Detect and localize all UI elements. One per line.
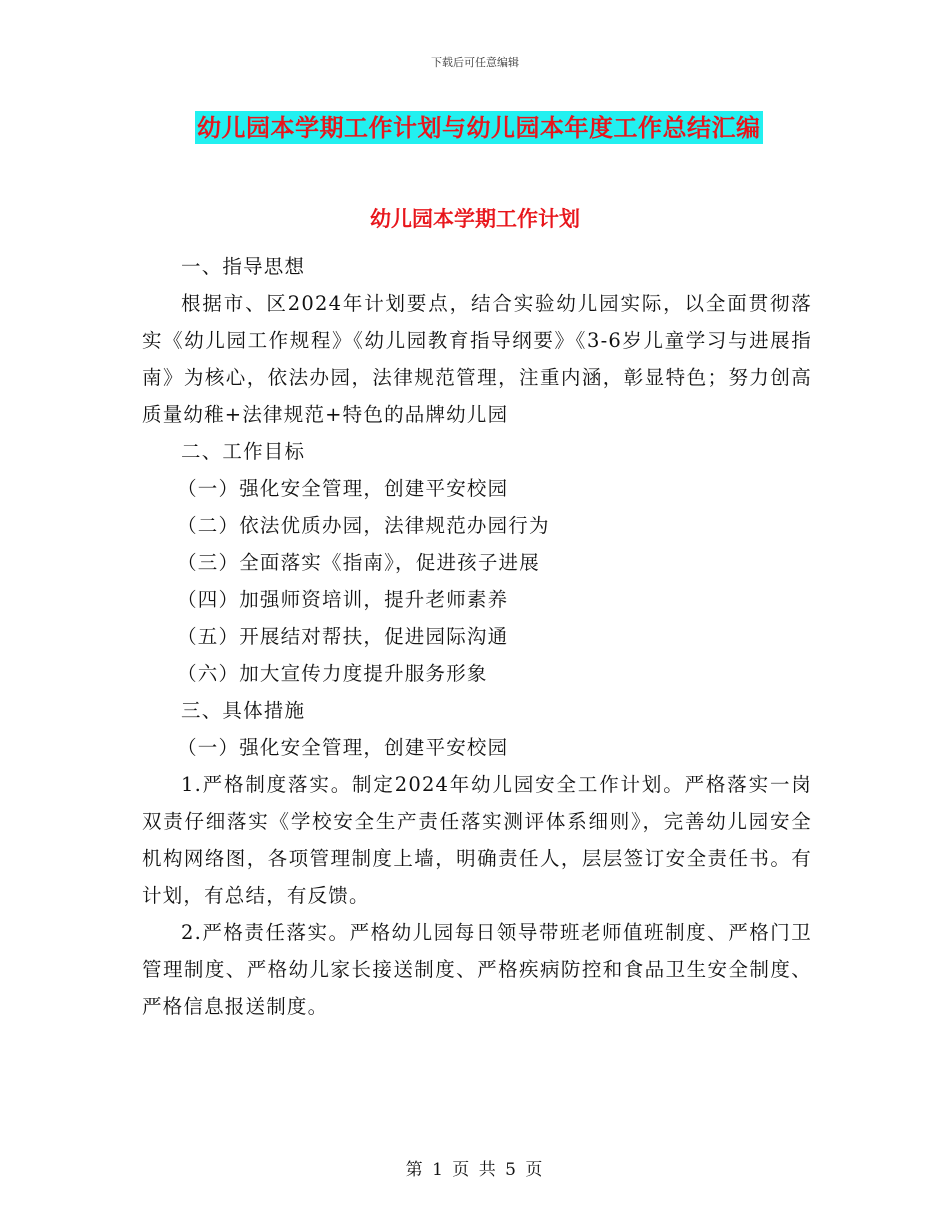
document-body — [142, 248, 812, 1025]
measure-subheading-1: （一）强化安全管理，创建平安校园 — [177, 736, 509, 759]
goal-item-2: （二）依法优质办园，法律规范办园行为 — [177, 514, 550, 537]
paragraph-measure-1: 1.严格制度落实。制定2024年幼儿园安全工作计划。严格落实一岗双责仔细落实《学校安全生产责任落实测评体系细则》，完善幼儿园安全机构网络图，各项管理制度上墙，明确责任人，层层签订安全责任书。有计划，有总结，有反馈。 — [142, 773, 812, 907]
heading-work-goals: 二、工作目标 — [181, 440, 306, 463]
goal-item-5: （五）开展结对帮扶，促进园际沟通 — [177, 625, 509, 648]
heading-specific-measures: 三、具体措施 — [181, 699, 306, 722]
goal-item-3: （三）全面落实《指南》，促进孩子进展 — [177, 551, 540, 574]
goal-item-4: （四）加强师资培训，提升老师素养 — [177, 588, 509, 611]
heading-guiding-thought: 一、指导思想 — [181, 255, 306, 278]
section-title: 幼儿园本学期工作计划 — [370, 206, 580, 231]
goal-item-6: （六）加大宣传力度提升服务形象 — [177, 662, 488, 685]
goal-item-1: （一）强化安全管理，创建平安校园 — [177, 477, 509, 500]
header-note: 下载后可任意编辑 — [431, 56, 519, 69]
document-title: 幼儿园本学期工作计划与幼儿园本年度工作总结汇编 — [197, 113, 761, 142]
paragraph-guiding-thought: 根据市、区2024年计划要点，结合实验幼儿园实际，以全面贯彻落实《幼儿园工作规程》《幼儿园教育指导纲要》《3-6岁儿童学习与进展指南》为核心，依法办园，法律规范管理，注重内涵，彰显特色；努力创高质量幼稚+法律规范+特色的品牌幼儿园 — [142, 292, 812, 426]
page-footer: 第 1 页 共 5 页 — [405, 1160, 545, 1180]
paragraph-measure-2: 2.严格责任落实。严格幼儿园每日领导带班老师值班制度、严格门卫管理制度、严格幼儿家长接送制度、严格疾病防控和食品卫生安全制度、严格信息报送制度。 — [142, 921, 812, 1018]
